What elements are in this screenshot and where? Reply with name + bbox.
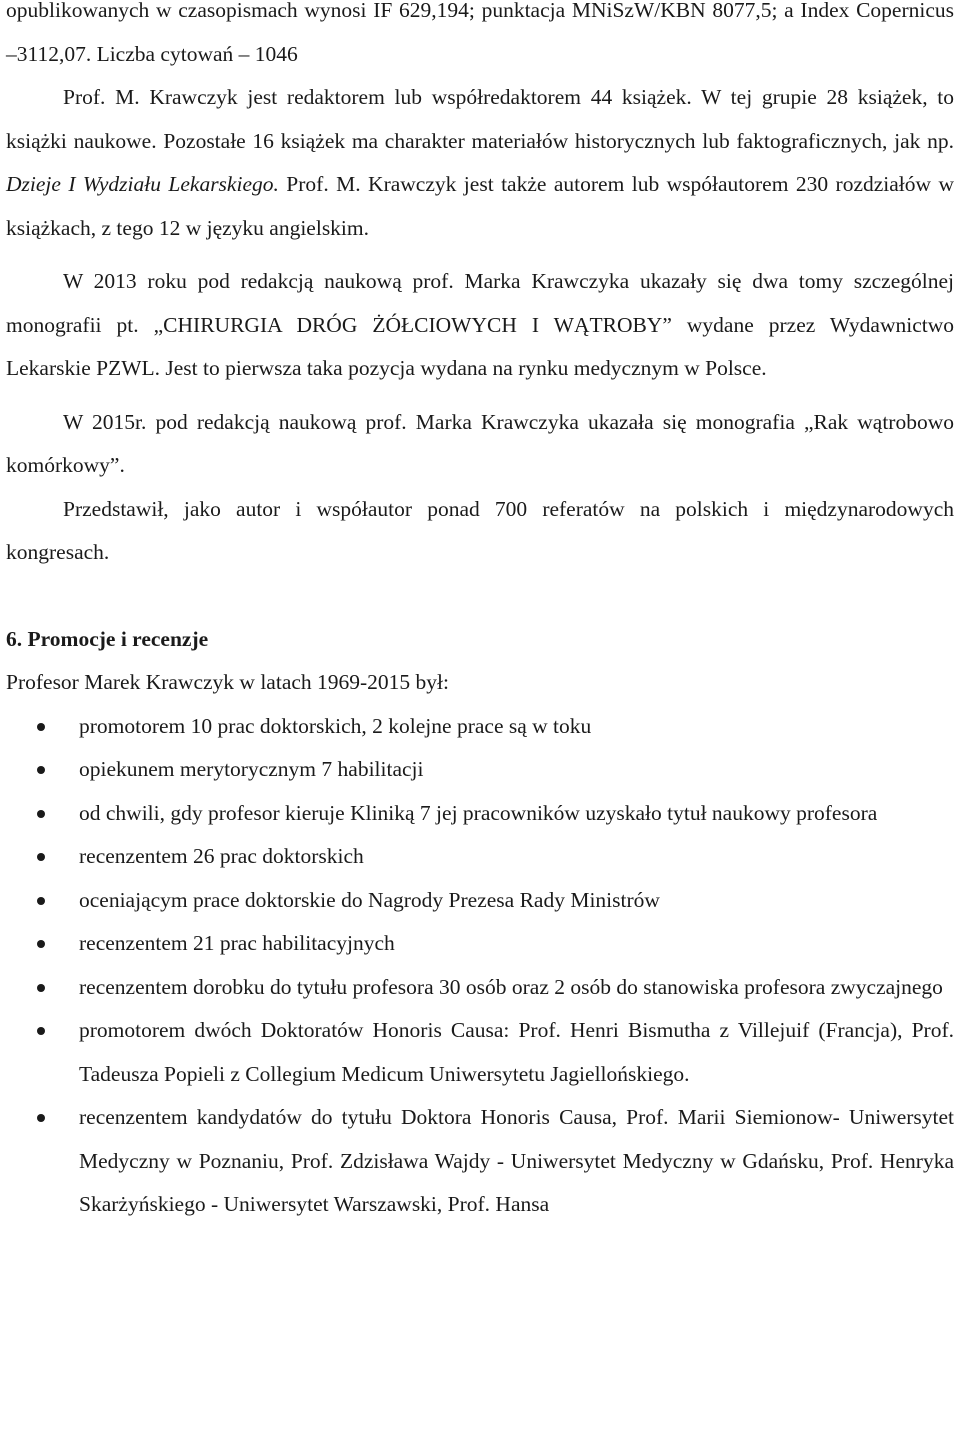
- paragraph-monograph-2013: W 2013 roku pod redakcją naukową prof. Marka Krawczyka ukazały się dwa tomy szczególnej monografii pt. „CHIRURGIA DRÓG ŻÓŁCIOWYCH I WĄTROBY” wydane przez Wydawnictwo Lekarskie PZWL. Jest to pierwsza taka pozycja wydana na rynku medycznym w Polsce.: [6, 269, 954, 380]
- bullet-icon: [37, 897, 45, 905]
- bullet-icon: [37, 1027, 45, 1035]
- section-title: Promocje i recenzje: [27, 626, 209, 651]
- list-item-text: recenzentem kandydatów do tytułu Doktora Honoris Causa, Prof. Marii Siemionow- Uniwersytet Medyczny w Poznaniu, Prof. Zdzisława Wajdy - Uniwersytet Medyczny w Gdańsku, Prof. Henryka Skarżyńskiego - Uniwersytet Warszawski, Prof. Hansa: [79, 1105, 954, 1216]
- paragraph-presentations: Przedstawił, jako autor i współautor ponad 700 referatów na polskich i międzynarodowych kongresach.: [6, 496, 954, 564]
- section-intro: Profesor Marek Krawczyk w latach 1969-2015 był:: [6, 670, 450, 694]
- list-item-text: opiekunem merytorycznym 7 habilitacji: [79, 757, 424, 781]
- list-item: [0, 1009, 960, 1096]
- list-item-text: recenzentem dorobku do tytułu profesora 30 osób oraz 2 osób do stanowiska profesora zwyczajnego: [79, 974, 943, 999]
- bullet-icon: [37, 853, 45, 861]
- paragraph-books-text-2: Prof. M. Krawczyk jest także autorem lub współautorem 230 rozdziałów w książkach, z tego 12 w języku angielskim.: [6, 172, 954, 240]
- list-item-text: recenzentem 26 prac doktorskich: [79, 844, 364, 868]
- paragraph-books: [0, 76, 960, 250]
- list-item-text: promotorem dwóch Doktoratów Honoris Causa: Prof. Henri Bismutha z Villejuif (Francja), Prof. Tadeusza Popieli z Collegium Medicum Uniwersytetu Jagiellońskiego.: [79, 1018, 954, 1086]
- list-item-text: recenzentem 21 prac habilitacyjnych: [79, 931, 395, 955]
- list-item: [0, 966, 960, 1010]
- bullet-icon: [37, 723, 45, 731]
- list-item: [0, 705, 960, 749]
- paragraph-books-text-1: Prof. M. Krawczyk jest redaktorem lub współredaktorem 44 książek. W tej grupie 28 książek, to książki naukowe. Pozostałe 16 książek ma charakter materiałów historycznych lub faktograficznych, jak np.: [6, 85, 954, 153]
- list-item: [0, 1096, 960, 1227]
- bullet-icon: [37, 766, 45, 774]
- list-item: [0, 792, 960, 836]
- bullet-icon: [37, 810, 45, 818]
- bullet-icon: [37, 1114, 45, 1122]
- list-item: [0, 835, 960, 879]
- book-title-italic: Dzieje I Wydziału Lekarskiego.: [6, 172, 279, 196]
- section-heading: [0, 618, 960, 662]
- list-item: [0, 879, 960, 923]
- bullet-list: [0, 705, 960, 1227]
- bullet-icon: [37, 940, 45, 948]
- list-item: [0, 922, 960, 966]
- list-item-text: promotorem 10 prac doktorskich, 2 kolejne prace są w toku: [79, 713, 592, 738]
- list-item-text: od chwili, gdy profesor kieruje Kliniką 7 jej pracowników uzyskało tytuł naukowy profesora: [79, 800, 878, 825]
- list-item: [0, 748, 960, 792]
- paragraph-monograph-2015: W 2015r. pod redakcją naukową prof. Marka Krawczyka ukazała się monografia „Rak wątrobowo komórkowy”.: [6, 409, 954, 477]
- paragraph-citations: opublikowanych w czasopismach wynosi IF 629,194; punktacja MNiSzW/KBN 8077,5; a Index Copernicus –3112,07. Liczba cytowań – 1046: [6, 0, 954, 66]
- list-item-text: oceniającym prace doktorskie do Nagrody Prezesa Rady Ministrów: [79, 887, 660, 912]
- bullet-icon: [37, 984, 45, 992]
- section-number: 6.: [6, 626, 23, 651]
